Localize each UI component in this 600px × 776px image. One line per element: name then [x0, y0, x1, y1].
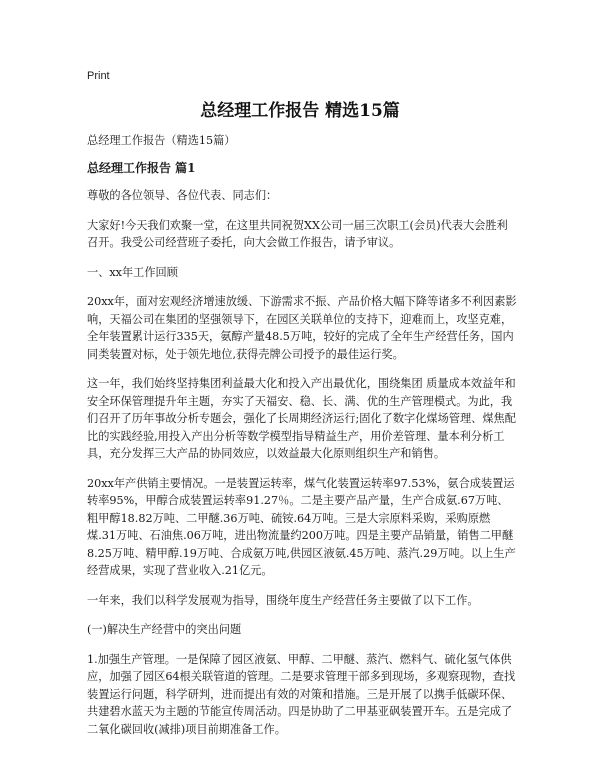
paragraph-work-intro: 一年来，我们以科学发展观为指导，围绕年度生产经营任务主要做了以下工作。 — [87, 593, 479, 607]
document-body — [87, 132, 517, 750]
paragraph-review: 20xx年，面对宏观经济增速放缓、下游需求不振、产品价格大幅下降等诸多不利因素影响，天福公司在集团的坚强领导下，在园区关联单位的支持下，迎难而上，攻坚克难，全年装置累计运行335天，氨醇产量48.5万吨，较好的完成了全年生产经营任务，国内同类装置对标，处于领先地位,获得壳牌公司授予的最佳运行奖。 — [87, 295, 517, 361]
paragraph-production-management: 1.加强生产管理。一是保障了园区液氨、甲醇、二甲醚、蒸汽、燃料气、硫化氢气体供应，加强了园区64根关联管道的管理。二是要求管理干部多到现场，多观察现物，查找装置运行问题，科学研判，进而提出有效的对策和措施。三是开展了以携手低碳环保、共建碧水蓝天为主题的节能宣传周活动。四是协助了二甲基亚砜装置开车。五是完成了二氧化碳回收(减排)项目前期准备工作。 — [87, 652, 516, 736]
paragraph-management: 这一年，我们始终坚持集团利益最大化和投入产出最优化，围绕集团 质量成本效益年和安全环保管理提升年主题，夯实了天福安、稳、长、满、优的生产管理模式。为此，我们召开了历年事故分析专题会，强化了长周期经济运行;固化了数字化煤场管理、煤焦配比的实践经验,用投入产出分析等数学模型指导精益生产，用价差管理、量本利分析工具，充分发挥三大产品的协同效应，以效益最大化原则组织生产和销售。 — [87, 377, 516, 460]
paragraph-production: 20xx年产供销主要情况。一是装置运转率，煤气化装置运转率97.53%，氨合成装置运转率95%，甲醇合成装置运转率91.27％。二是主要产品产量，生产合成氨.67万吨、粗甲醇18.82万吨、二甲醚.36万吨、硫铵.64万吨。三是大宗原料采购，采购原燃煤.31万吨、石油焦.06万吨，进出物流量约200万吨。四是主要产品销量，销售二甲醚8.25万吨、精甲醇.19万吨、合成氨万吨,供园区液氨.45万吨、蒸汽.29万吨。以上生产经营成果，实现了营业收入.21亿元。 — [87, 476, 516, 577]
heading-problems: (一)解决生产经营中的突出问题 — [87, 623, 242, 636]
heading-review: 一、xx年工作回顾 — [87, 265, 178, 279]
document-subtitle: 总经理工作报告（精选15篇） — [87, 134, 236, 147]
salutation: 尊敬的各位领导、各位代表、同志们： — [87, 189, 278, 202]
section-heading: 总经理工作报告 篇1 — [87, 160, 196, 175]
print-link[interactable]: Print — [87, 70, 110, 82]
document-title: 总经理工作报告 精选15篇 — [200, 101, 400, 121]
paragraph-opening: 大家好!今天我们欢聚一堂，在这里共同祝贺XX公司一届三次职工(会员)代表大会胜利召开。我受公司经营班子委托，向大会做工作报告，请予审议。 — [87, 218, 508, 249]
